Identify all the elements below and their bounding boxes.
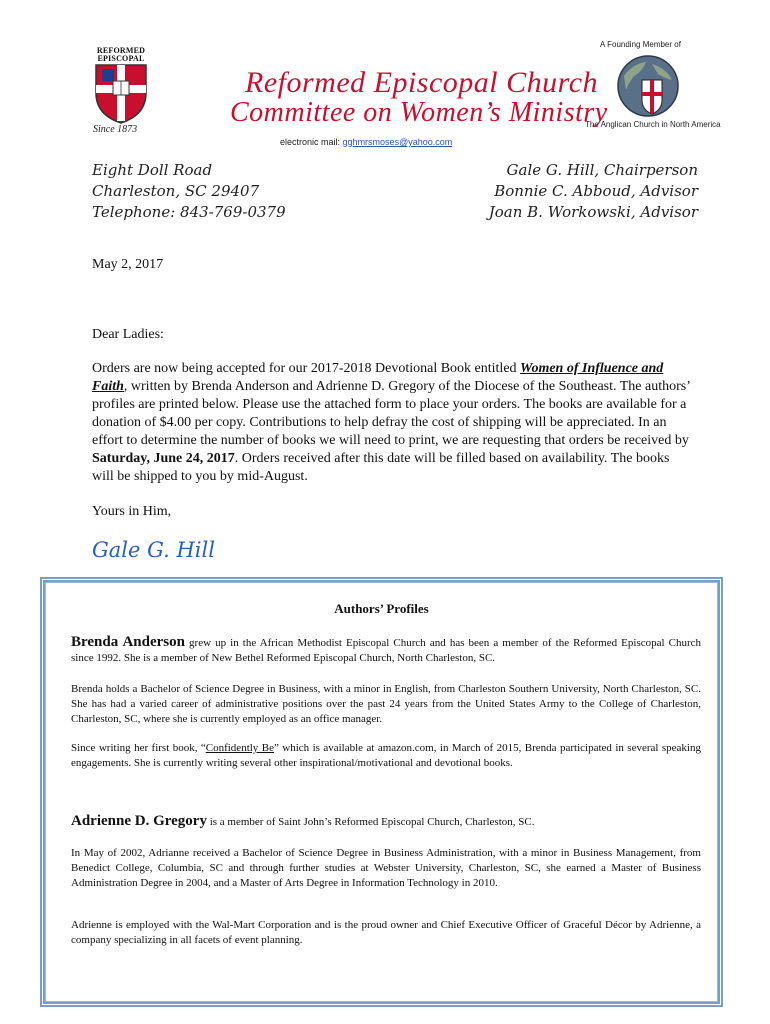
brenda-p3: [71, 741, 701, 771]
anglican-church-label: The Anglican Church in North America: [585, 120, 721, 129]
since-label: Since 1873: [93, 124, 138, 135]
signature: Gale G. Hill: [92, 538, 215, 562]
brenda-name: Brenda Anderson: [71, 634, 185, 650]
address-street: Eight Doll Road: [92, 161, 213, 179]
adrienne-p1: is a member of Saint John’s Reformed Episcopal Church, Charleston, SC.: [206, 816, 535, 828]
anglican-globe-icon: [616, 54, 680, 118]
address-telephone: Telephone: 843-769-0379: [92, 203, 286, 221]
committee-title: Committee on Women’s Ministry: [230, 97, 608, 128]
brenda-profile-intro: [71, 635, 701, 666]
logo-org-line2: EPISCOPAL: [97, 54, 145, 63]
letter-closing: Yours in Him,: [92, 504, 172, 519]
email-link[interactable]: gghmrsmoses@yahoo.com: [342, 137, 453, 147]
due-date: Saturday, June 24, 2017: [92, 451, 235, 466]
adrienne-p2: In May of 2002, Adrianne received a Bachelor of Science Degree in Business Administration, with a minor in Business Management, from Benedict College, Columbia, SC and through further studies at Webster University, Charleston, SC, she earned a Master of Business Administration Degree in 2004, and a Master of Arts Degree in Information Technology in 2010.: [71, 847, 701, 889]
brenda-book-title: Confidently Be: [205, 742, 274, 754]
staff-chairperson: Gale G. Hill, Chairperson: [506, 161, 698, 179]
logo-org-line1: REFORMED: [96, 46, 146, 55]
book-title: Women of Influence and Faith: [92, 361, 664, 394]
authors-profiles-box: [40, 577, 723, 1007]
profiles-title: Authors’ Profiles: [334, 601, 429, 616]
letter-paragraph: [92, 360, 692, 486]
adrienne-profile-intro: [71, 814, 701, 830]
brenda-p3-end: ” which is available at amazon.com, in March of 2015, Brenda participated in several speaking engagements. She is currently writing several other inspirational/motivational and devotional books.: [71, 742, 701, 769]
paragraph-intro: Orders are now being accepted for our 2017-2018 Devotional Book entitled: [92, 361, 521, 376]
letter-date: May 2, 2017: [92, 257, 164, 272]
paragraph-end: . Orders received after this date will be filled based on availability. The books will be shipped to you by mid-August.: [92, 451, 670, 484]
church-title: Reformed Episcopal Church: [245, 66, 599, 99]
adrienne-p3: Adrienne is employed with the Wal-Mart Corporation and is the proud owner and Chief Executive Officer of Graceful Décor by Adrienne, a company specializing in all facets of event planning.: [71, 919, 701, 946]
paragraph-middle: , written by Brenda Anderson and Adrienne D. Gregory of the Diocese of the Southeast. The authors’ profiles are printed below. Please use the attached form to place your orders. The books are available for a donation of $4.00 per copy. Contributions to help defray the cost of shipping will be appreciated. In an effort to determine the number of books we will need to print, we are requesting that orders be received by: [92, 379, 690, 448]
email-label: electronic mail:: [280, 137, 341, 147]
brenda-p2: Brenda holds a Bachelor of Science Degree in Business, with a minor in English, from Charleston Southern University, North Charleston, SC. She has had a varied career of administrative positions over the past 24 years from the United States Army to the College of Charleston, Charleston, SC, where she is currently employed as an office manager.: [71, 683, 701, 725]
staff-advisor-2: Joan B. Workowski, Advisor: [488, 203, 698, 221]
address-city: Charleston, SC 29407: [92, 182, 260, 200]
email-line: [280, 137, 452, 147]
brenda-p1: grew up in the African Methodist Episcopal Church and has been a member of the Reformed Episcopal Church since 1992. She is a member of New Bethel Reformed Episcopal Church, North Charleston, SC.: [71, 637, 701, 664]
reformed-episcopal-logo: [94, 47, 148, 130]
brenda-p3-start: Since writing her first book, “: [71, 742, 206, 754]
founding-member-label: A Founding Member of: [600, 40, 681, 49]
letter-salutation: Dear Ladies:: [92, 327, 164, 342]
shield-icon: [94, 63, 148, 125]
adrienne-name: Adrienne D. Gregory: [71, 813, 207, 829]
staff-block: [489, 160, 698, 223]
address-block: [92, 160, 286, 223]
staff-advisor-1: Bonnie C. Abboud, Advisor: [494, 182, 698, 200]
